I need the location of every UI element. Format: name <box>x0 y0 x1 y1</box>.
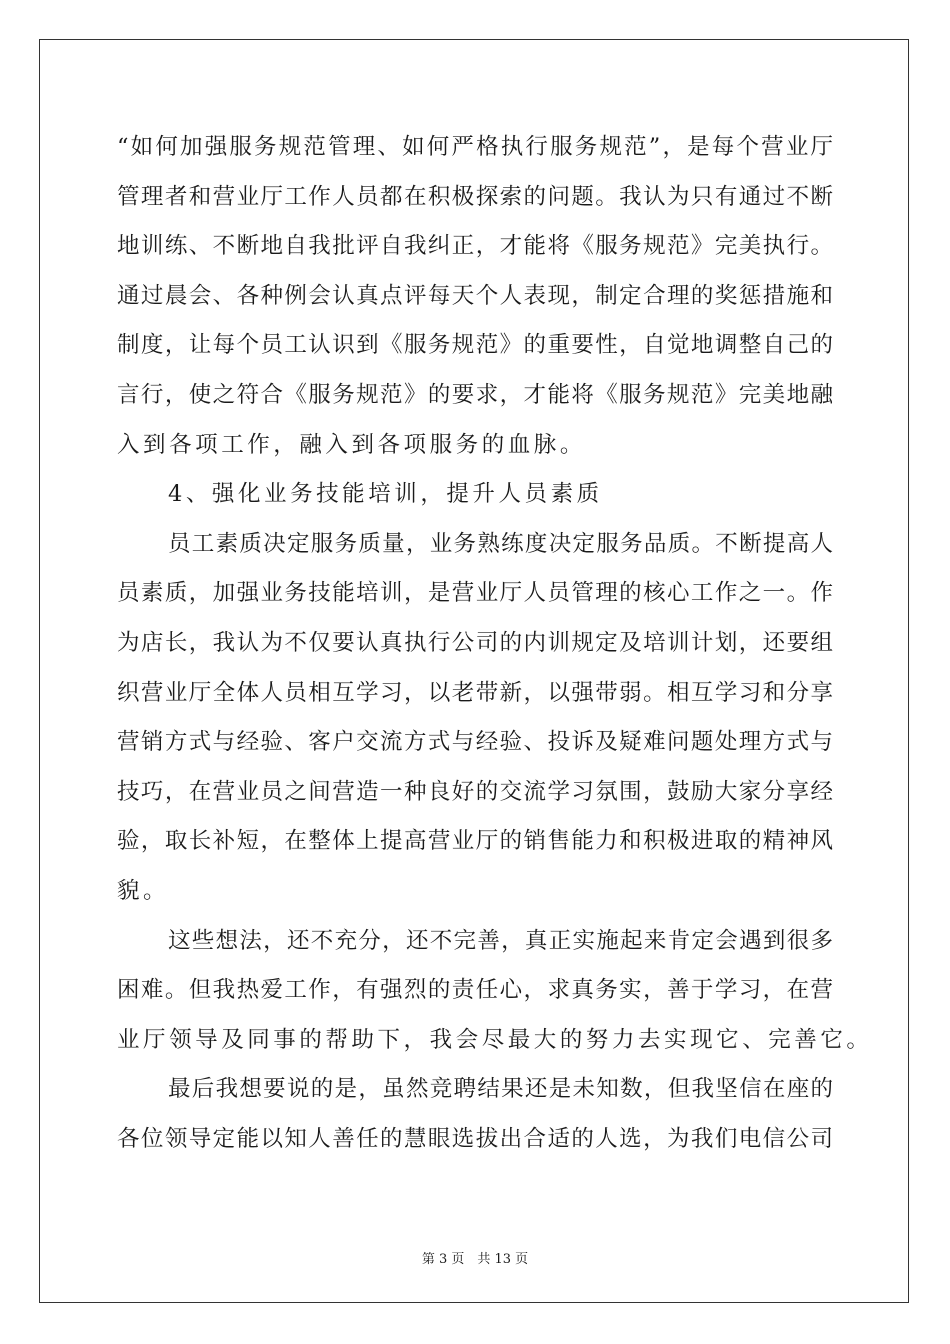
text-line: 最后我想要说的是，虽然竞聘结果还是未知数，但我坚信在座的 <box>168 1076 833 1103</box>
text-line: 困难。但我热爱工作，有强烈的责任心，求真务实，善于学习，在营 <box>117 977 833 1004</box>
text-line: 验，取长补短，在整体上提高营业厅的销售能力和积极进取的精神风 <box>117 828 833 855</box>
page-number-label: 第 3 页 共 13 页 <box>421 1252 529 1267</box>
text-line: 管理者和营业厅工作人员都在积极探索的问题。我认为只有通过不断 <box>117 183 833 210</box>
text-line: 业厅领导及同事的帮助下，我会尽最大的努力去实现它、完善它。 <box>117 1026 873 1053</box>
text-line: “如何加强服务规范管理、如何严格执行服务规范”，是每个营业厅 <box>117 134 833 160</box>
text-line: 技巧，在营业员之间营造一种良好的交流学习氛围，鼓励大家分享经 <box>117 778 833 805</box>
text-line: 通过晨会、各种例会认真点评每天个人表现，制定合理的奖惩措施和 <box>117 282 833 309</box>
text-line: 貌。 <box>117 877 170 904</box>
text-line: 地训练、不断地自我批评自我纠正，才能将《服务规范》完美执行。 <box>117 233 833 260</box>
document-body <box>117 123 873 1164</box>
text-line: 员素质，加强业务技能培训，是营业厅人员管理的核心工作之一。作 <box>117 580 833 607</box>
text-line: 言行，使之符合《服务规范》的要求，才能将《服务规范》完美地融 <box>117 381 833 408</box>
text-line: 入到各项工作，融入到各项服务的血脉。 <box>117 431 586 458</box>
text-line: 制度，让每个员工认识到《服务规范》的重要性，自觉地调整自己的 <box>117 332 833 359</box>
text-line: 各位领导定能以知人善任的慧眼选拔出合适的人选，为我们电信公司 <box>117 1125 833 1152</box>
text-line: 员工素质决定服务质量，业务熟练度决定服务品质。不断提高人 <box>168 530 833 557</box>
text-line: 4、强化业务技能培训，提升人员素质 <box>168 481 603 508</box>
text-line: 这些想法，还不充分，还不完善，真正实施起来肯定会遇到很多 <box>168 927 833 954</box>
text-line: 为店长，我认为不仅要认真执行公司的内训规定及培训计划，还要组 <box>117 629 833 656</box>
text-line: 织营业厅全体人员相互学习，以老带新，以强带弱。相互学习和分享 <box>117 679 833 706</box>
page-footer <box>0 1248 950 1267</box>
text-line: 营销方式与经验、客户交流方式与经验、投诉及疑难问题处理方式与 <box>117 729 833 756</box>
